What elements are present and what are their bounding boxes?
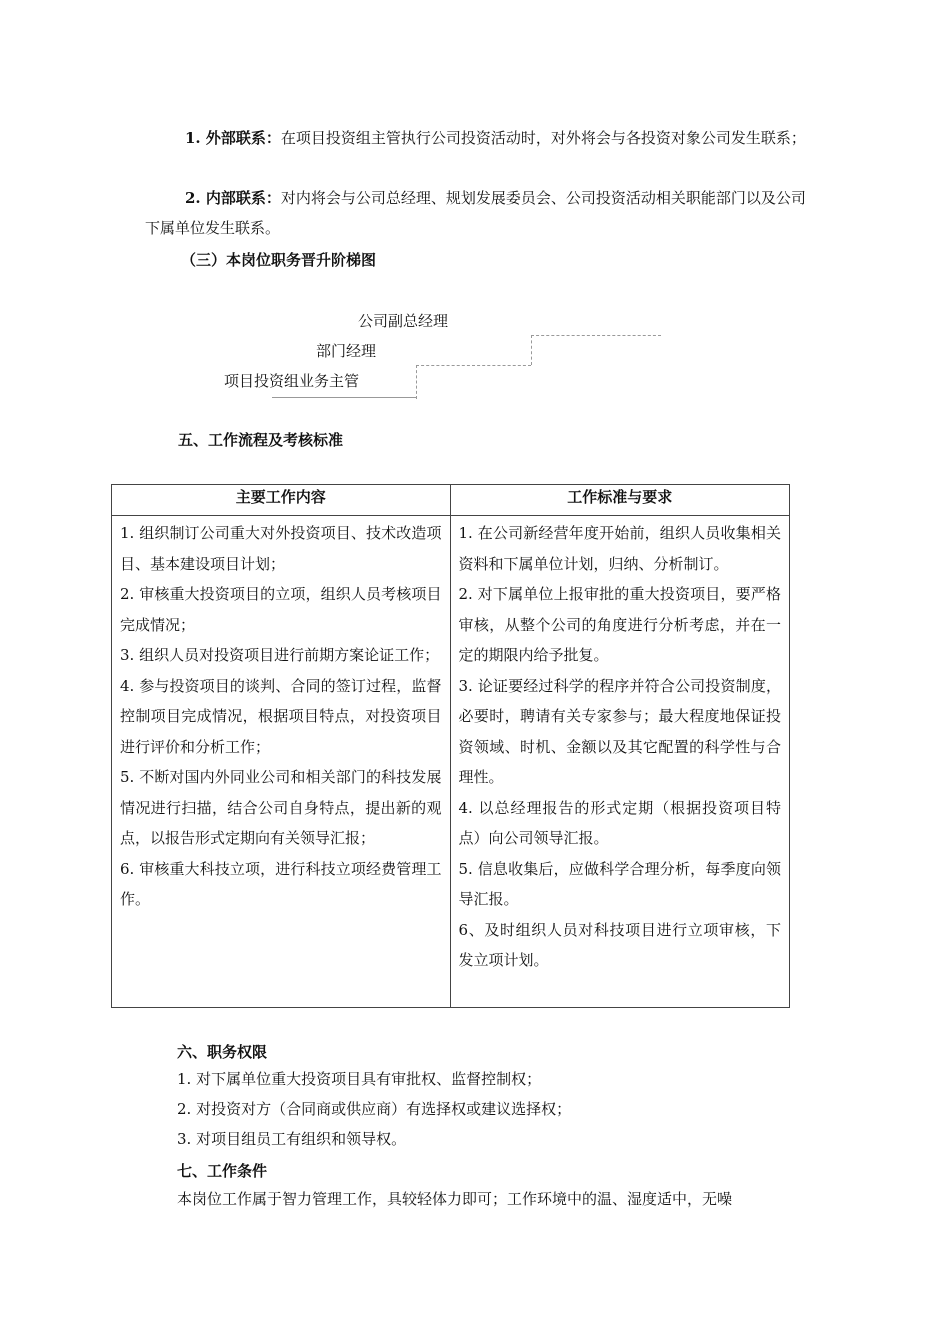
ladder-step-middle xyxy=(416,365,531,366)
external-contact-label: 1. 外部联系： xyxy=(185,129,281,147)
table-row xyxy=(112,516,790,1008)
list-item: 1. 在公司新经营年度开始前，组织人员收集相关资料和下属单位计划，归纳、分析制订。 xyxy=(458,524,781,573)
main-work-cell xyxy=(112,516,451,1008)
ladder-base-line xyxy=(272,397,416,398)
ladder-level-dept-manager: 部门经理 xyxy=(316,342,377,360)
list-item: 6. 审核重大科技立项，进行科技立项经费管理工作。 xyxy=(120,859,442,908)
list-item: 1. 组织制订公司重大对外投资项目、技术改造项目、基本建设项目计划； xyxy=(120,524,442,573)
list-item: 3. 论证要经过科学的程序并符合公司投资制度，必要时，聘请有关专家参与；最大程度地保证投资领域、时机、金额以及其它配置的科学性与合理性。 xyxy=(458,676,781,786)
authority-list xyxy=(177,1064,571,1154)
list-item: 4. 参与投资项目的谈判、合同的签订过程，监督控制项目完成情况，根据项目特点，对投资项目进行评价和分析工作； xyxy=(120,676,442,756)
ladder-level-supervisor: 项目投资组业务主管 xyxy=(224,372,360,390)
list-item: 2. 对下属单位上报审批的重大投资项目，要严格审核，从整个公司的角度进行分析考虑，并在一定的期限内给予批复。 xyxy=(458,585,781,664)
external-contact-text: 在项目投资组主管执行公司投资活动时，对外将会与各投资对象公司发生联系； xyxy=(280,129,806,147)
table-header-row xyxy=(112,485,790,516)
internal-contact-label: 2. 内部联系： xyxy=(185,189,281,207)
section5-heading: 五、工作流程及考核标准 xyxy=(178,431,344,449)
internal-contact-text: 对内将会与公司总经理、规划发展委员会、公司投资活动相关职能部门以及公司下属单位发生联系。 xyxy=(145,189,806,237)
ladder-step-top xyxy=(531,335,661,336)
list-item: 5. 不断对国内外同业公司和相关部门的科技发展情况进行扫描，结合公司自身特点，提出新的观点，以报告形式定期向有关领导汇报； xyxy=(120,768,442,847)
list-item: 2. 对投资对方（合同商或供应商）有选择权或建议选择权； xyxy=(177,1100,572,1118)
col-header-main-work: 主要工作内容 xyxy=(112,485,451,516)
ladder-heading: （三）本岗位职务晋升阶梯图 xyxy=(181,251,377,269)
ladder-riser-top xyxy=(531,335,532,365)
list-item: 5. 信息收集后，应做科学合理分析，每季度向领导汇报。 xyxy=(458,859,781,908)
ladder-level-vice-gm: 公司副总经理 xyxy=(358,312,449,330)
list-item: 2. 审核重大投资项目的立项，组织人员考核项目完成情况； xyxy=(120,585,442,634)
section7-heading: 七、工作条件 xyxy=(177,1162,268,1180)
col-header-standards: 工作标准与要求 xyxy=(450,485,790,516)
internal-contact-paragraph xyxy=(145,183,808,243)
list-item: 4. 以总经理报告的形式定期（根据投资项目特点）向公司领导汇报。 xyxy=(458,798,781,847)
list-item: 1. 对下属单位重大投资项目具有审批权、监督控制权； xyxy=(177,1070,542,1088)
standards-cell xyxy=(450,516,790,1008)
list-item: 3. 组织人员对投资项目进行前期方案论证工作； xyxy=(120,646,440,664)
list-item: 3. 对项目组员工有组织和领导权。 xyxy=(177,1130,407,1148)
work-flow-table xyxy=(111,484,790,1008)
list-item: 6、及时组织人员对科技项目进行立项审核，下发立项计划。 xyxy=(458,920,781,969)
external-contact-paragraph xyxy=(145,123,808,153)
work-conditions-text: 本岗位工作属于智力管理工作，具较轻体力即可；工作环境中的温、湿度适中，无噪 xyxy=(177,1190,733,1208)
ladder-riser-middle xyxy=(416,365,417,399)
section6-heading: 六、职务权限 xyxy=(177,1043,268,1061)
